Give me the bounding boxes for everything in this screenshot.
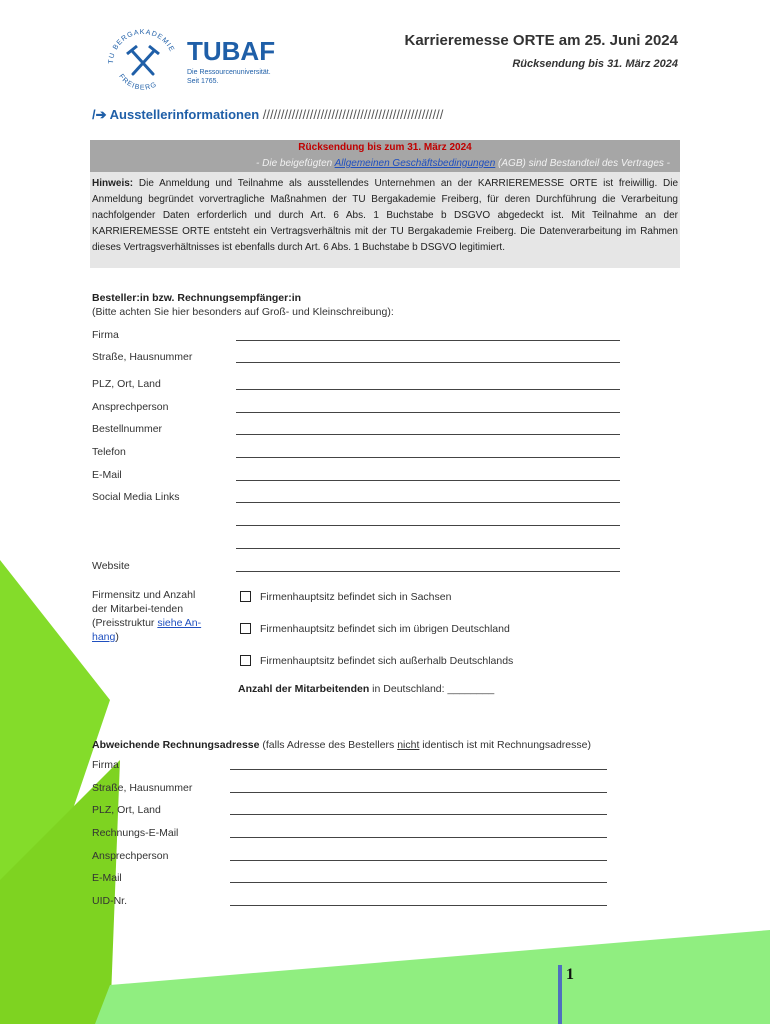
page-number: 1	[566, 966, 574, 983]
agb-pre: - Die beigefügten	[256, 158, 335, 169]
field-website[interactable]	[236, 571, 620, 572]
billing-note-pre: (falls Adresse des Bestellers	[259, 739, 398, 751]
field-telefon[interactable]	[236, 457, 620, 458]
option-ausland[interactable]	[240, 655, 513, 667]
employees-label: Anzahl der Mitarbeitenden	[238, 683, 370, 695]
billing-heading-line	[92, 739, 591, 751]
section-title-text: Ausstellerinformationen	[109, 107, 260, 122]
tubaf-logo	[105, 28, 305, 94]
svg-text:TUBAF: TUBAF	[187, 36, 276, 66]
field-label-telefon: Telefon	[92, 446, 126, 458]
billing-label-rechnungs-email: Rechnungs-E-Mail	[92, 827, 179, 839]
field-bestellnummer[interactable]	[236, 434, 620, 435]
hint-box	[90, 172, 680, 268]
billing-field-plz[interactable]	[230, 814, 607, 815]
field-label-website: Website	[92, 560, 130, 572]
option-label: Firmenhauptsitz befindet sich in Sachsen	[260, 591, 452, 603]
field-label-bestellnummer: Bestellnummer	[92, 423, 163, 435]
company-label-3: (Preisstruktur	[92, 617, 158, 629]
agb-banner	[90, 156, 680, 172]
section-prefix: /➔	[92, 107, 110, 122]
field-social-3[interactable]	[236, 548, 620, 549]
billing-field-ansprechperson[interactable]	[230, 860, 607, 861]
company-size-label	[92, 588, 201, 644]
appendix-link-2[interactable]: hang	[92, 631, 116, 643]
checkbox-icon[interactable]	[240, 591, 251, 602]
company-label-2: der Mitarbei-tenden	[92, 603, 184, 615]
billing-note-emph: nicht	[397, 739, 420, 751]
agb-post: (AGB) sind Bestandteil des Vertrages -	[495, 158, 670, 169]
billing-field-rechnungs-email[interactable]	[230, 837, 607, 838]
section-title	[92, 107, 443, 123]
svg-text:FREIBERG: FREIBERG	[117, 73, 159, 92]
field-label-strasse: Straße, Hausnummer	[92, 351, 193, 363]
field-strasse[interactable]	[236, 362, 620, 363]
employees-count[interactable]	[238, 683, 494, 695]
billing-label-plz: PLZ, Ort, Land	[92, 804, 161, 816]
company-label-1: Firmensitz und Anzahl	[92, 589, 196, 601]
section-slashes: //////////////////////////////////////////////////	[259, 107, 444, 122]
appendix-link-1[interactable]: siehe An-	[157, 617, 202, 629]
option-label: Firmenhauptsitz befindet sich außerhalb Deutschlands	[260, 655, 514, 667]
checkbox-icon[interactable]	[240, 623, 251, 634]
billing-note-post: identisch ist mit Rechnungsadresse)	[419, 739, 591, 751]
option-sachsen[interactable]	[240, 591, 451, 603]
billing-label-email: E-Mail	[92, 872, 122, 884]
option-label: Firmenhauptsitz befindet sich im übrigen Deutschland	[260, 623, 510, 635]
field-label-social: Social Media Links	[92, 491, 180, 503]
page-number-bar	[558, 965, 562, 1024]
billing-label-uid: UID-Nr.	[92, 895, 127, 907]
field-firma[interactable]	[236, 340, 620, 341]
hint-label: Hinweis:	[92, 178, 134, 189]
field-social-1[interactable]	[236, 502, 620, 503]
employees-suffix: in Deutschland: ________	[369, 683, 495, 695]
billing-field-strasse[interactable]	[230, 792, 607, 793]
field-email[interactable]	[236, 480, 620, 481]
field-plz[interactable]	[236, 389, 620, 390]
option-deutschland[interactable]	[240, 623, 510, 635]
billing-field-firma[interactable]	[230, 769, 607, 770]
field-label-firma: Firma	[92, 329, 119, 341]
page-title: Karrieremesse ORTE am 25. Juni 2024	[404, 32, 678, 49]
field-label-email: E-Mail	[92, 469, 122, 481]
svg-text:Die Ressourcenuniversität.: Die Ressourcenuniversität.	[187, 69, 271, 76]
checkbox-icon[interactable]	[240, 655, 251, 666]
company-label-close: )	[115, 631, 119, 643]
billing-field-uid[interactable]	[230, 905, 607, 906]
orderer-note: (Bitte achten Sie hier besonders auf Groß- und Kleinschreibung):	[92, 306, 394, 318]
field-social-2[interactable]	[236, 525, 620, 526]
field-label-ansprechperson: Ansprechperson	[92, 401, 169, 413]
page-subtitle: Rücksendung bis 31. März 2024	[512, 58, 678, 70]
deadline-banner: Rücksendung bis zum 31. März 2024	[90, 140, 680, 156]
agb-link[interactable]: Allgemeinen Geschäftsbedingungen	[334, 158, 496, 169]
svg-text:TU BERGAKADEMIE: TU BERGAKADEMIE	[107, 28, 176, 65]
billing-label-strasse: Straße, Hausnummer	[92, 782, 193, 794]
orderer-heading: Besteller:in bzw. Rechnungsempfänger:in	[92, 292, 302, 304]
billing-heading: Abweichende Rechnungsadresse	[92, 739, 260, 751]
billing-field-email[interactable]	[230, 882, 607, 883]
hint-text: Die Anmeldung und Teilnahme als ausstellendes Unternehmen an der KARRIEREMESSE ORTE ist freiwillig. Die Anmeldung begründet vorvertragliche Maßnahmen der TU Bergakademie Freiberg, für deren Durchführung die Verarbeitung nachfolgender Daten erforderlich und durch Art. 6 Abs. 1 Buchstabe b DSGVO abgedeckt ist. Mit Teilnahme an der KARRIEREMESSE ORTE entsteht ein Vertragsverhältnis mit der TU Bergakademie Freiberg. Die Datenverarbeitung im Rahmen dieses Vertragsverhältnisses ist ebenfalls durch Art. 6 Abs. 1 Buchstabe b DSGVO legitimiert.	[92, 178, 678, 253]
svg-text:Seit 1765.: Seit 1765.	[187, 78, 219, 85]
field-ansprechperson[interactable]	[236, 412, 620, 413]
field-label-plz: PLZ, Ort, Land	[92, 378, 161, 390]
billing-label-ansprechperson: Ansprechperson	[92, 850, 169, 862]
billing-label-firma: Firma	[92, 759, 119, 771]
